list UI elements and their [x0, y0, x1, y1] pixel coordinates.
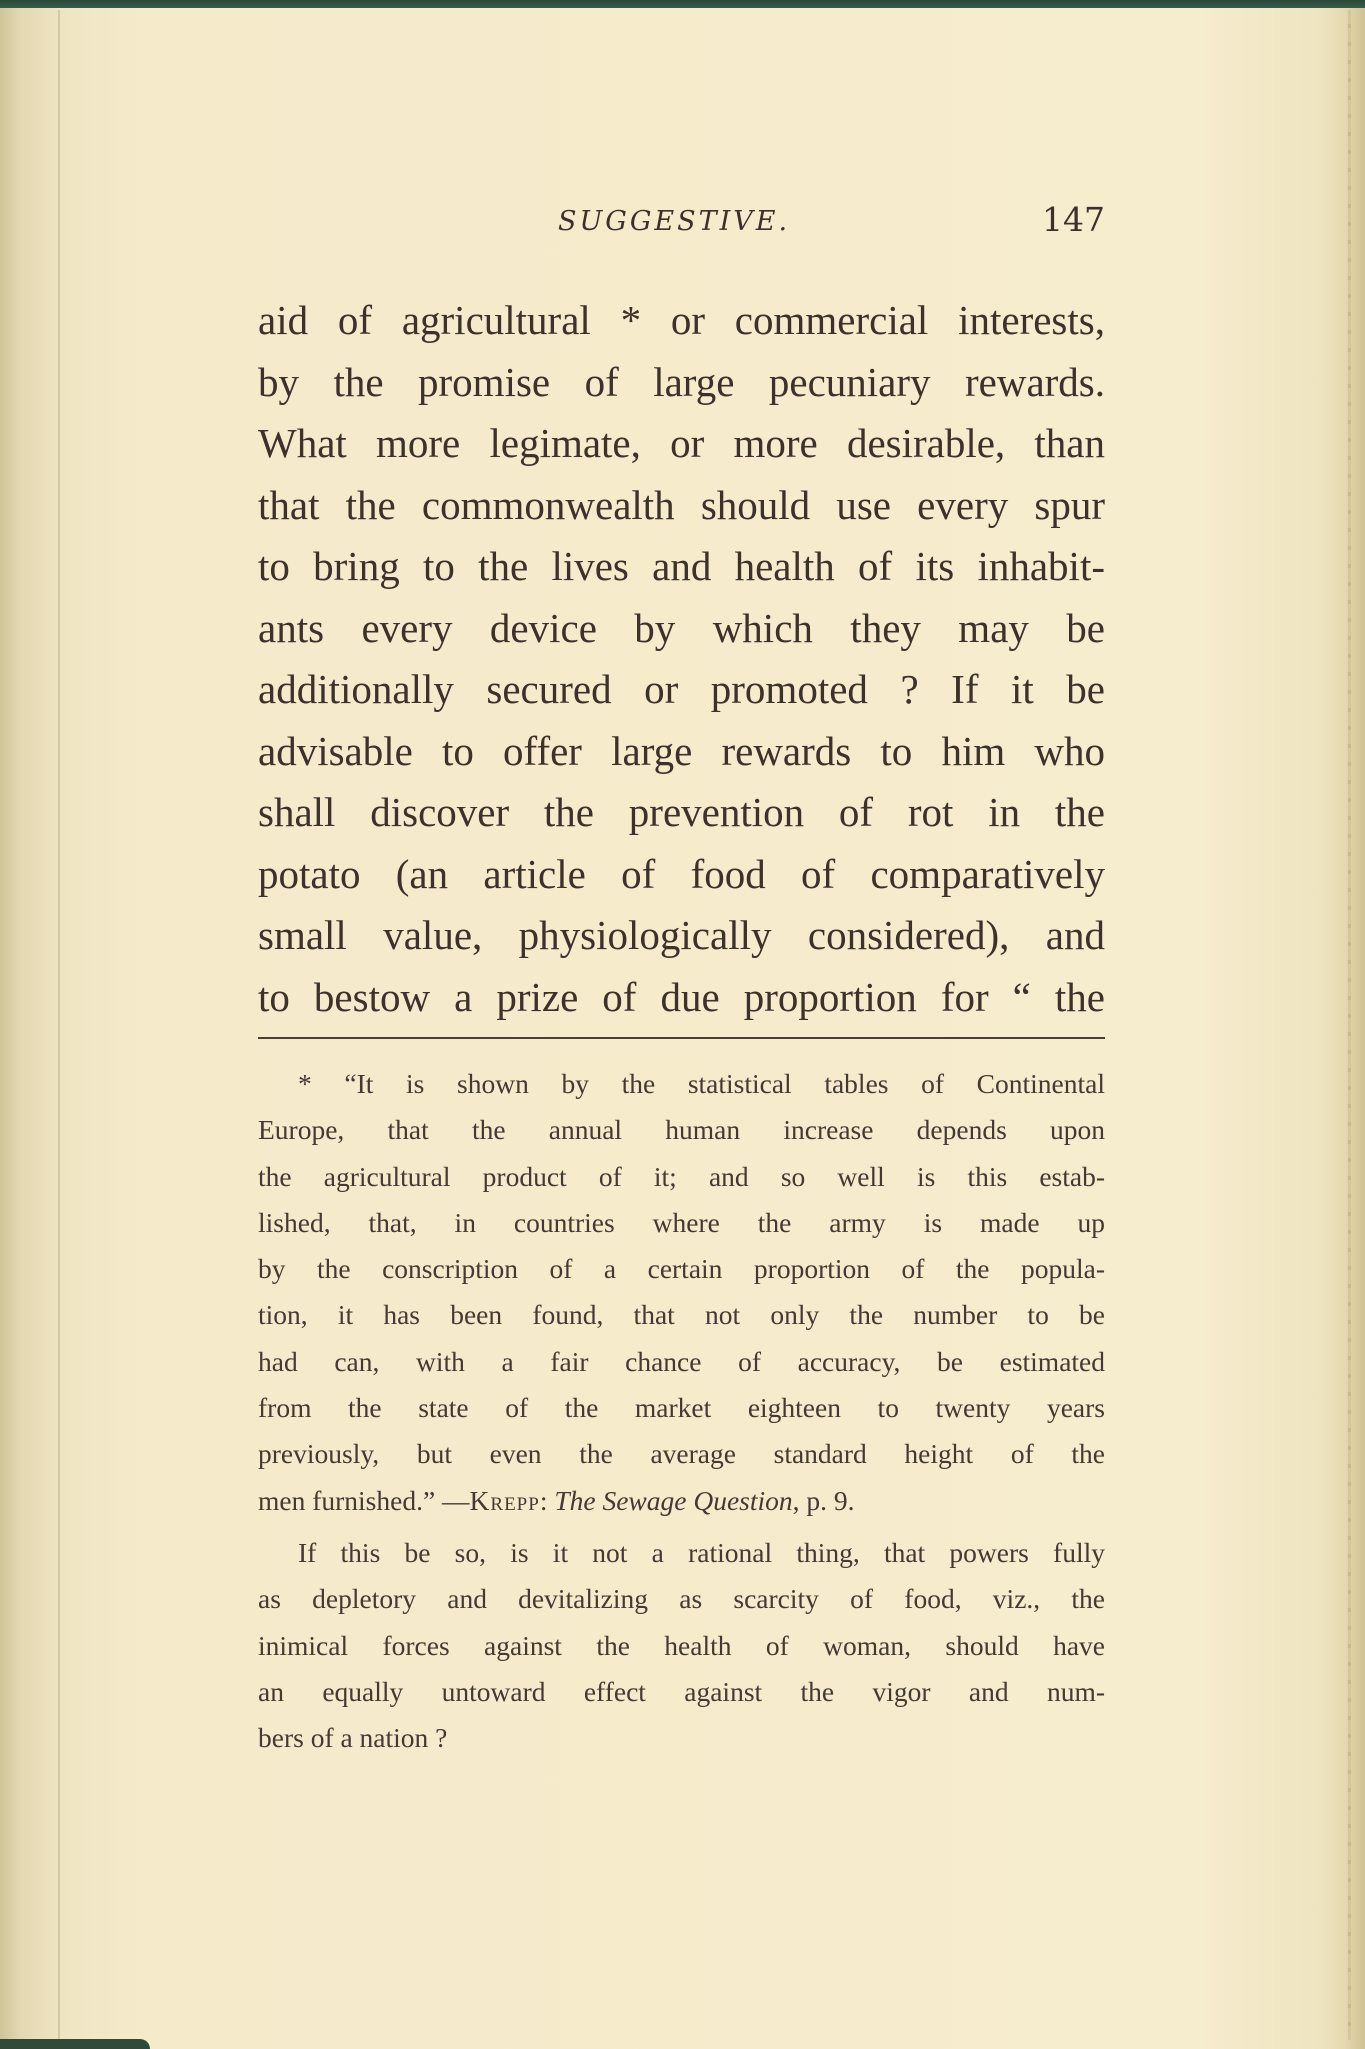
- body-line: that the commonwealth should use every spur: [258, 481, 1105, 528]
- footnote-line: by the conscription of a certain proportion of the popula-: [258, 1253, 1105, 1285]
- body-line: to bestow a prize of due proportion for “ the: [258, 973, 1105, 1020]
- citation-page: , p. 9.: [792, 1484, 855, 1516]
- footnote-paragraph-line: inimical forces against the health of woman, should have: [258, 1629, 1105, 1661]
- book-cover-bottom-corner: [0, 2039, 150, 2049]
- running-head: [258, 200, 1105, 250]
- footnote-divider: [258, 1037, 1105, 1039]
- body-line: What more legimate, or more desirable, than: [258, 420, 1105, 466]
- footnote-line: had can, with a fair chance of accuracy, be estimated: [258, 1345, 1105, 1377]
- body-line: aid of agricultural * or commercial interests,: [258, 297, 1105, 343]
- body-line: small value, physiologically considered), and: [258, 912, 1105, 958]
- footnote-line: Europe, that the annual human increase depends upon: [258, 1114, 1105, 1146]
- body-line: by the promise of large pecuniary rewards.: [258, 358, 1105, 405]
- footnote-line: the agricultural product of it; and so well is this estab-: [258, 1160, 1105, 1192]
- footnote-paragraph-line: as depletory and devitalizing as scarcity of food, viz., the: [258, 1583, 1105, 1615]
- citation-lead: men furnished.” —: [258, 1484, 470, 1516]
- footnote-block: [258, 1061, 1105, 1761]
- citation-author: Krepp: [469, 1484, 540, 1516]
- body-line: ants every device by which they may be: [258, 604, 1105, 651]
- footnote-citation-line: [258, 1478, 1105, 1524]
- page-number: 147: [1042, 200, 1105, 239]
- running-title: SUGGESTIVE.: [558, 206, 791, 237]
- citation-colon: :: [539, 1484, 555, 1516]
- footnote-line: from the state of the market eighteen to twenty years: [258, 1392, 1105, 1424]
- footnote-line: previously, but even the average standard height of the: [258, 1438, 1105, 1470]
- footnote-paragraph-line: If this be so, is it not a rational thing, that powers fully: [298, 1536, 1105, 1568]
- footnote-line: lished, that, in countries where the army is made up: [258, 1206, 1105, 1238]
- body-line: potato (an article of food of comparatively: [258, 850, 1105, 897]
- footnote-paragraph-line: an equally untoward effect against the vigor and num-: [258, 1675, 1105, 1707]
- footnote-paragraph-line: bers of a nation ?: [258, 1722, 448, 1754]
- page-gutter: [58, 10, 60, 2040]
- footnote-line: * “It is shown by the statistical tables of Continental: [298, 1068, 1105, 1099]
- body-line: to bring to the lives and health of its inhabit-: [258, 543, 1105, 589]
- footnote-line: tion, it has been found, that not only the number to be: [258, 1299, 1105, 1331]
- book-cover-top-edge: [0, 0, 1365, 8]
- body-line: shall discover the prevention of rot in the: [258, 789, 1105, 835]
- citation-title: The Sewage Question: [554, 1484, 793, 1516]
- body-line: advisable to offer large rewards to him who: [258, 727, 1105, 774]
- page-fore-edge: [1348, 10, 1351, 2040]
- body-text: [258, 290, 1105, 1028]
- body-line: additionally secured or promoted ? If it be: [258, 666, 1105, 712]
